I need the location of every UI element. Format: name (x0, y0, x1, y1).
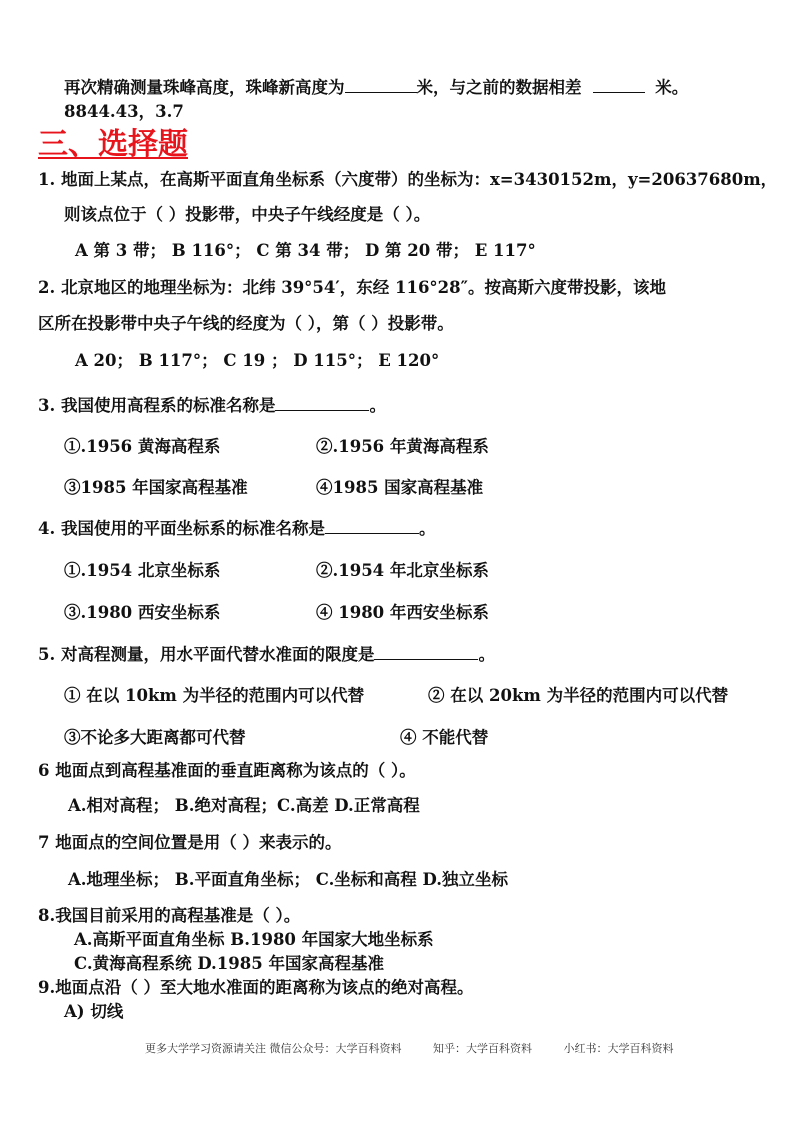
q1-line1: 1. 地面上某点，在高斯平面直角坐标系（六度带）的坐标为：x=3430152m，y=20637680m， (38, 170, 778, 189)
section-title: 三、选择题 (38, 127, 188, 162)
q3-option-1: ①.1956 黄海高程系 (64, 437, 221, 456)
q2-line2: 区所在投影带中央子午线的经度为（ ），第（ ）投影带。 (38, 314, 454, 333)
q8-options-2: C.黄海高程系统 D.1985 年国家高程基准 (74, 954, 384, 973)
intro-text-b: 米，与之前的数据相差 (416, 78, 582, 97)
intro-answer: 8844.43，3.7 (64, 102, 184, 121)
q5-option-2: ② 在以 20km 为半径的范围内可以代替 (428, 686, 729, 705)
footer-xiaohongshu: 小红书：大学百科资料 (563, 1042, 674, 1055)
blank-underline (345, 78, 417, 93)
q5-end: 。 (478, 645, 495, 664)
q4-option-1: ①.1954 北京坐标系 (64, 561, 221, 580)
q7-stem: 7 地面点的空间位置是用（ ）来表示的。 (38, 833, 342, 852)
q8-options-1: A.高斯平面直角坐标 B.1980 年国家大地坐标系 (74, 930, 434, 949)
q8-stem: 8.我国目前采用的高程基准是（ ）。 (38, 906, 301, 925)
q2-options: A 20； B 117°； C 19 ； D 115°； E 120° (75, 351, 440, 370)
q1-options: A 第 3 带； B 116°； C 第 34 带； D 第 20 带； E 117° (75, 241, 536, 260)
q4-option-2: ②.1954 年北京坐标系 (316, 561, 489, 580)
q3-option-3: ③1985 年国家高程基准 (64, 478, 248, 497)
q3-option-2: ②.1956 年黄海高程系 (316, 437, 489, 456)
q1-line2: 则该点位于（ ）投影带，中央子午线经度是（ ）。 (64, 205, 431, 224)
blank-underline (374, 645, 478, 660)
q6-options: A.相对高程； B.绝对高程；C.高差 D.正常高程 (68, 796, 420, 815)
q4-text: 4. 我国使用的平面坐标系的标准名称是 (38, 519, 325, 538)
blank-underline (593, 78, 645, 93)
intro-text-a: 再次精确测量珠峰高度，珠峰新高度为 (64, 78, 345, 97)
q2-line1: 2. 北京地区的地理坐标为：北纬 39°54′，东经 116°28″。按高斯六度带投影，该地 (38, 278, 667, 297)
blank-underline (325, 519, 419, 534)
page-footer (145, 1040, 674, 1056)
blank-underline (275, 396, 369, 411)
q3-text: 3. 我国使用高程系的标准名称是 (38, 396, 276, 415)
q7-options: A.地理坐标； B.平面直角坐标； C.坐标和高程 D.独立坐标 (68, 870, 509, 889)
q3-end: 。 (369, 396, 386, 415)
footer-wechat: 更多大学学习资源请关注 微信公众号：大学百科资料 (145, 1042, 402, 1055)
q4-end: 。 (418, 519, 436, 538)
intro-line (64, 77, 688, 99)
q5-option-1: ① 在以 10km 为半径的范围内可以代替 (64, 686, 365, 705)
intro-text-c: 米。 (655, 78, 689, 97)
q5-option-4: ④ 不能代替 (400, 728, 489, 747)
q3-stem (38, 395, 386, 417)
q4-stem (38, 518, 435, 540)
q9-option-1: A) 切线 (64, 1002, 124, 1021)
q6-stem: 6 地面点到高程基准面的垂直距离称为该点的（ ）。 (38, 761, 416, 780)
q4-option-4: ④ 1980 年西安坐标系 (316, 603, 489, 622)
q9-stem: 9.地面点沿（ ）至大地水准面的距离称为该点的绝对高程。 (38, 978, 474, 997)
q3-option-4: ④1985 国家高程基准 (316, 478, 484, 497)
q4-option-3: ③.1980 西安坐标系 (64, 603, 221, 622)
q5-stem (38, 644, 495, 666)
footer-zhihu: 知乎：大学百科资料 (433, 1042, 532, 1055)
q5-text: 5. 对高程测量，用水平面代替水准面的限度是 (38, 645, 375, 664)
q5-option-3: ③不论多大距离都可代替 (64, 728, 246, 747)
